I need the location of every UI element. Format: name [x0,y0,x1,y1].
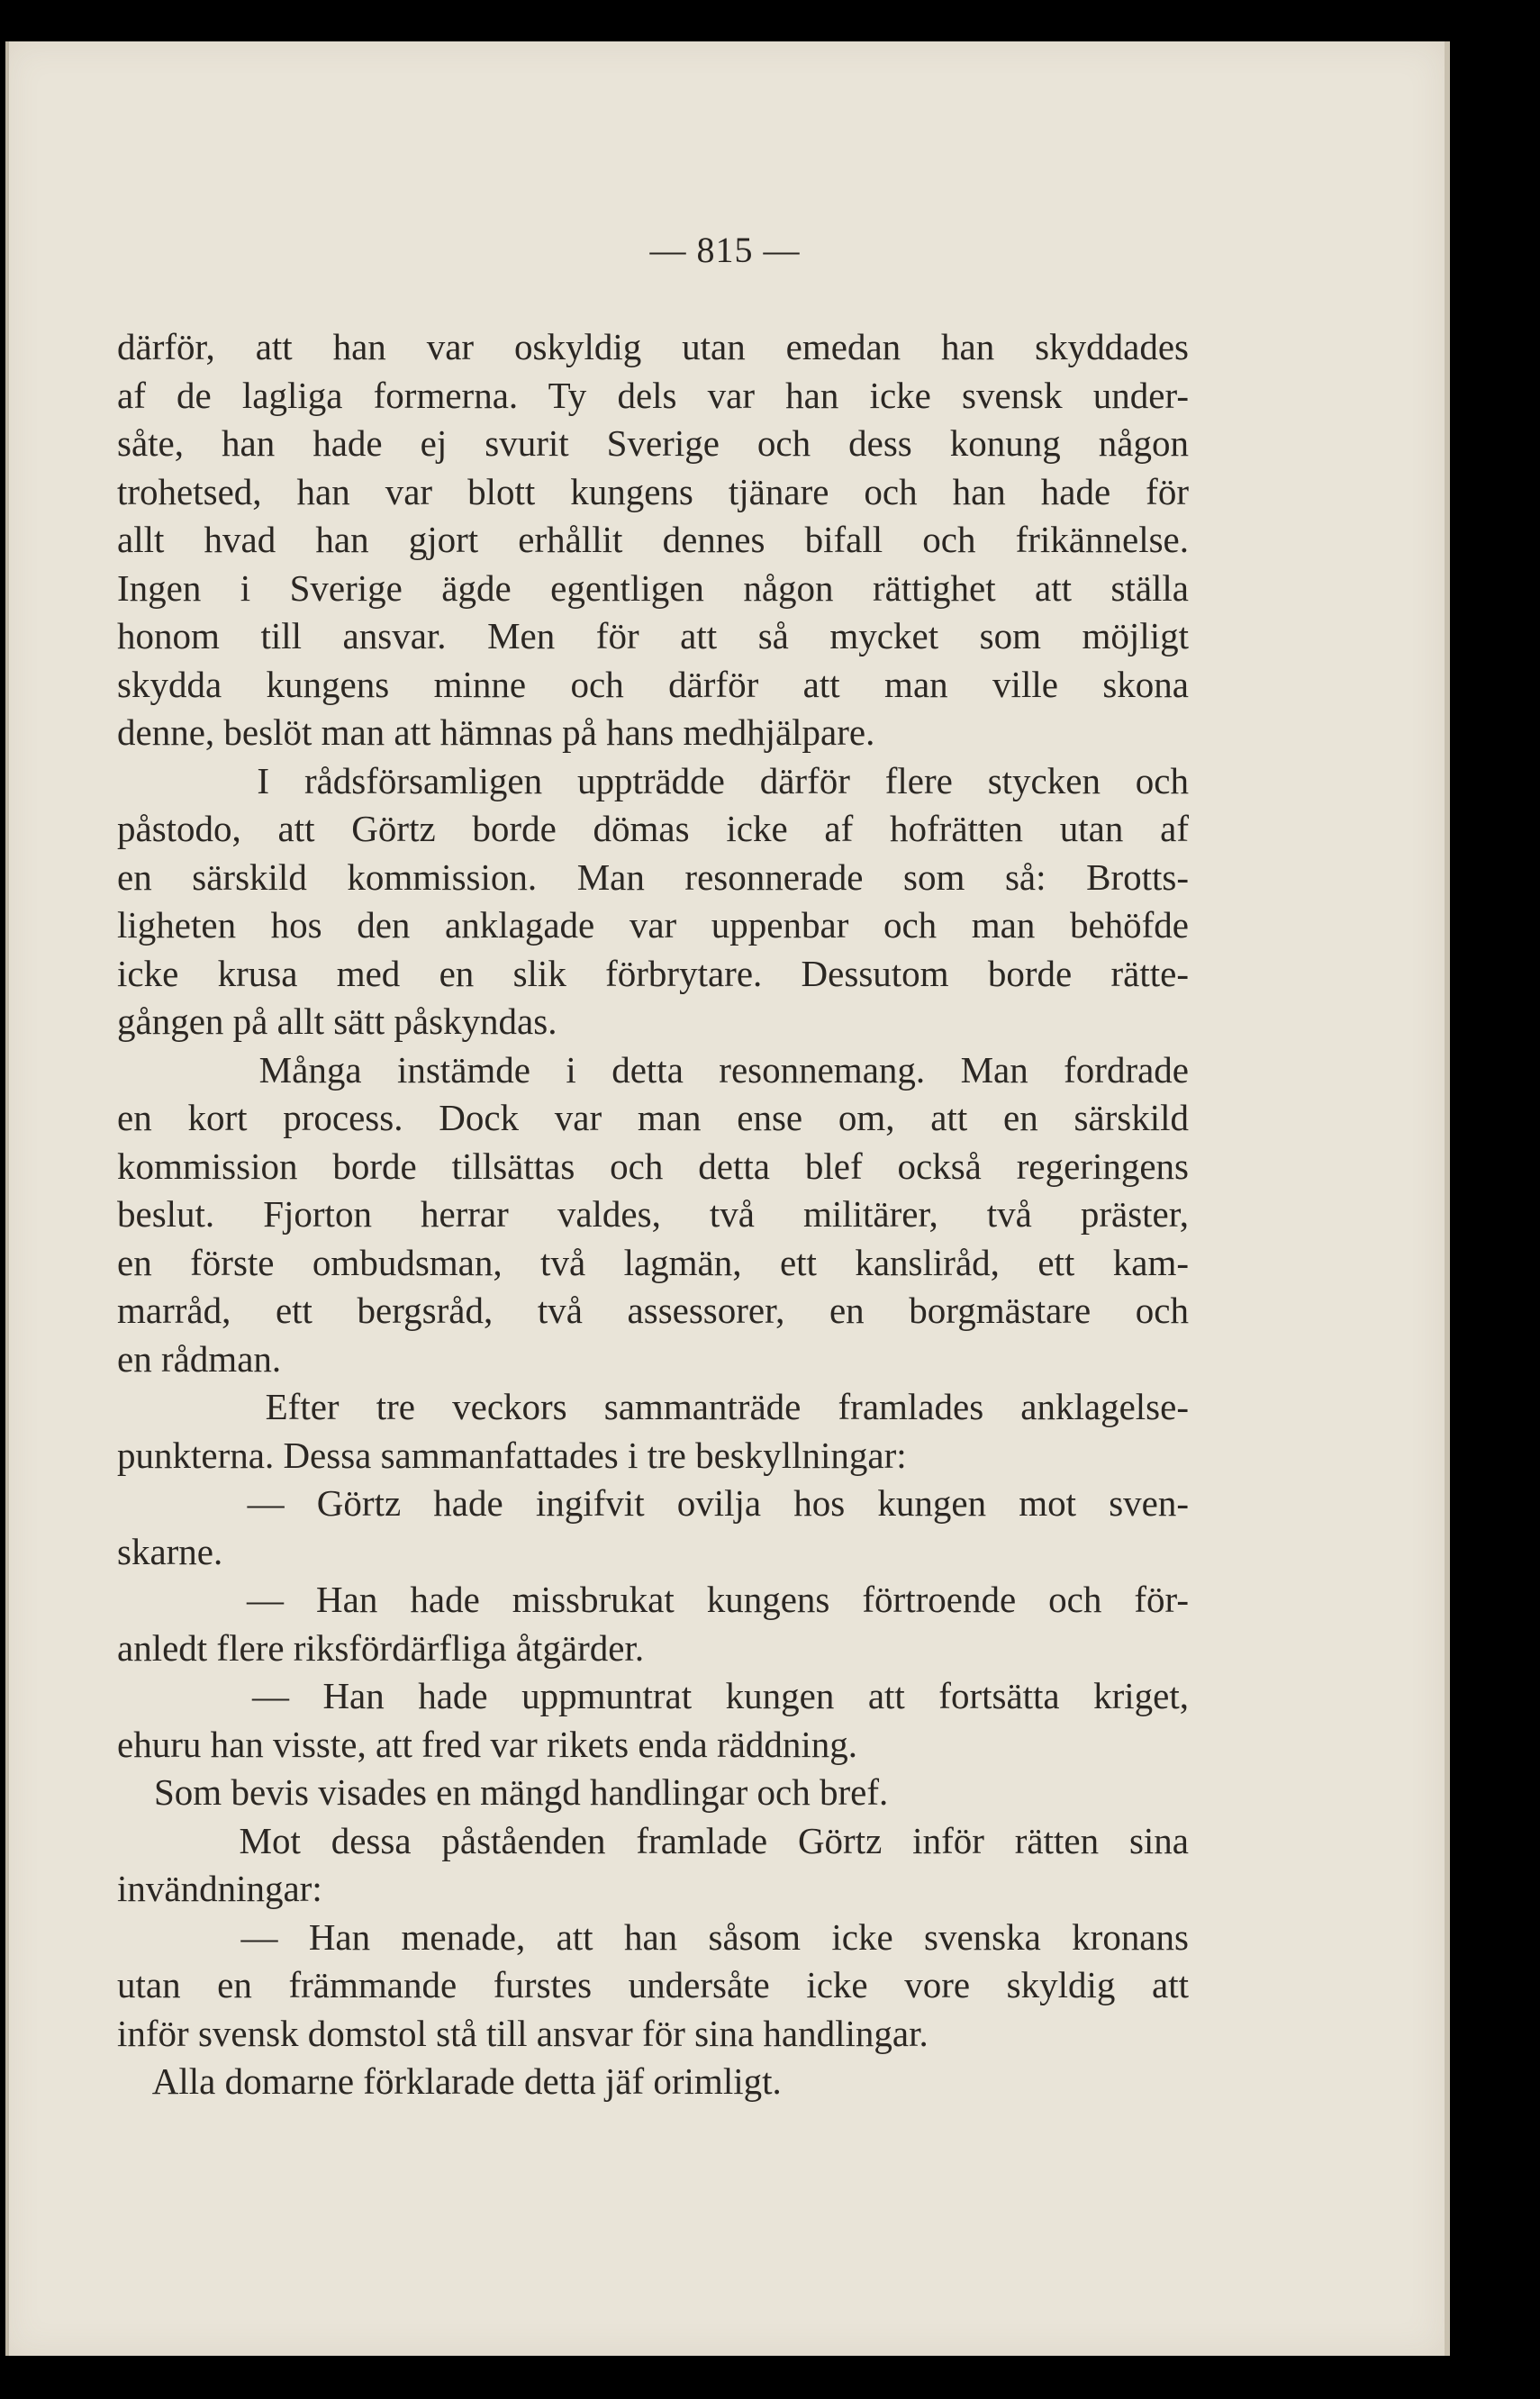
text-line: Som bevis visades en mängd handlingar och bref. [117,1771,889,1813]
page-edge [5,41,9,2356]
text-line: gången på allt sätt påskyndas. [117,1000,557,1042]
text-line: Många instämde i detta resonnemang. Man fordrade [117,1048,1189,1091]
text-line: — Han menade, att han såsom icke svenska kronans [117,1915,1189,1958]
text-line: en särskild kommission. Man resonnerade som så: Brotts- [117,855,1189,898]
text-line: Mot dessa påståenden framlade Görtz inför rätten sina [117,1819,1189,1861]
body-text [117,323,1189,2106]
text-line: allt hvad han gjort erhållit dennes bifall och frikännelse. [117,519,1189,560]
text-line: Alla domarne förklarade detta jäf orimligt. [117,2060,782,2102]
text-line: skarne. [117,1530,223,1572]
text-line: anledt flere riksfördärfliga åtgärder. [117,1626,645,1669]
text-line: marråd, ett bergsråd, två assessorer, en borgmästare och [117,1290,1189,1331]
text-line: utan en främmande furstes undersåte icke vore skyldig att [117,1964,1189,2005]
text-line: ehuru han visste, att fred var rikets enda räddning. [117,1723,858,1765]
text-line: kommission borde tillsättas och detta blef också regeringens [117,1145,1189,1187]
text-line: ligheten hos den anklagade var uppenbar och man behöfde [117,904,1189,946]
text-line: — Han hade missbrukat kungens förtroende och för- [117,1579,1189,1620]
text-line: denne, beslöt man att hämnas på hans medhjälpare. [117,711,875,753]
text-line: beslut. Fjorton herrar valdes, två militärer, två präster, [117,1193,1189,1235]
book-page [5,41,1450,2356]
text-line: Efter tre veckors sammanträde framlades anklagelse- [117,1386,1189,1427]
text-line: påstodo, att Görtz borde dömas icke af hofrätten utan af [117,808,1189,849]
text-line: såte, han hade ej svurit Sverige och dess konung någon [117,422,1189,464]
text-line: af de lagliga formerna. Ty dels var han icke svensk under- [117,374,1189,416]
text-line: Ingen i Sverige ägde egentligen någon rättighet att ställa [117,566,1189,609]
text-line: därför, att han var oskyldig utan emedan han skyddades [117,326,1189,367]
page-number: — 815 — [649,230,801,270]
text-line: I rådsförsamligen uppträdde därför flere stycken och [117,759,1189,801]
text-line: icke krusa med en slik förbrytare. Dessutom borde rätte- [117,952,1189,994]
text-line: invändningar: [117,1868,322,1909]
text-line: — Görtz hade ingifvit ovilja hos kungen mot sven- [117,1482,1189,1524]
text-line: skydda kungens minne och därför att man ville skona [117,663,1189,705]
text-line: en rådman. [117,1337,282,1380]
text-line: en förste ombudsman, två lagmän, ett kansliråd, ett kam- [117,1241,1189,1283]
text-line: en kort process. Dock var man ense om, att en särskild [117,1097,1189,1138]
text-line: trohetsed, han var blott kungens tjänare och han hade för [117,470,1189,512]
text-line: inför svensk domstol stå till ansvar för sina handlingar. [117,2012,929,2054]
text-line: honom till ansvar. Men för att så mycket som möjligt [117,615,1189,656]
text-line: — Han hade uppmuntrat kungen att fortsätta kriget, [117,1675,1189,1716]
text-line: punkterna. Dessa sammanfattades i tre beskyllningar: [117,1434,907,1476]
